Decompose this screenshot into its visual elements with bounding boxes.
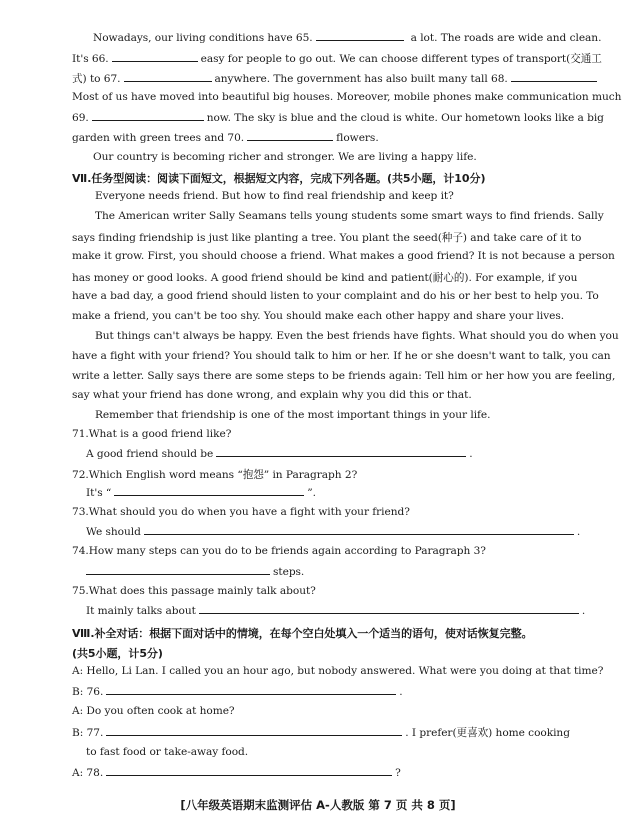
answer-73-blank[interactable] (144, 525, 574, 535)
dialogue-line: to fast food or take-away food. (86, 746, 249, 758)
question-74: 74.How many steps can you do to be friends again according to Paragraph 3? (72, 545, 486, 557)
dialogue-prefix: B: 77. (72, 727, 104, 739)
answer-74 (86, 565, 304, 578)
cloze-text: 式) to 67. (72, 73, 121, 85)
question-72: 72.Which English word means “抱怨” in Paragraph 2? (72, 469, 358, 481)
cloze-text: anywhere. The government has also built many tall 68. (214, 73, 508, 85)
dialogue-line-76 (72, 685, 403, 698)
dialogue-line: A: Do you often cook at home? (72, 705, 235, 717)
reading-paragraph-2-line: make a friend, you can't be too shy. You should make each other happy and share your lives. (72, 310, 565, 322)
dialogue-text: . I prefer(更喜欢) home cooking (405, 727, 570, 739)
answer-71-blank[interactable] (216, 447, 466, 457)
answer-75-blank[interactable] (199, 604, 579, 614)
blank-78[interactable] (106, 766, 392, 776)
blank-66[interactable] (112, 52, 198, 62)
answer-suffix: ”. (307, 487, 316, 499)
cloze-text: now. The sky is blue and the cloud is white. Our hometown looks like a big (206, 112, 604, 124)
blank-65[interactable] (316, 31, 404, 41)
reading-paragraph-2-line: have a bad day, a good friend should listen to your complaint and do his or her best to help you. To (72, 290, 599, 302)
reading-paragraph-3-line: write a letter. Sally says there are some steps to be friends again: Tell him or her how you are feeling, (72, 370, 616, 382)
answer-prefix: It mainly talks about (86, 605, 196, 617)
blank-76[interactable] (106, 685, 396, 695)
question-71: 71.What is a good friend like? (72, 428, 232, 440)
cloze-text: a lot. The roads are wide and clean. (410, 32, 602, 44)
reading-paragraph-2-line: has money or good looks. A good friend should be kind and patient(耐心的). For example, if you (72, 272, 578, 284)
dialogue-line-78 (72, 766, 401, 779)
section-8-heading: Ⅷ.补全对话：根据下面对话中的情境，在每个空白处填入一个适当的语句，使对话恢复完整。 (72, 627, 533, 640)
section-8-heading-score: (共5小题，计5分) (72, 647, 163, 660)
answer-prefix: It's “ (86, 487, 112, 499)
blank-77[interactable] (106, 726, 402, 736)
answer-period: . (469, 448, 473, 460)
cloze-text: easy for people to go out. We can choose different types of transport(交通工 (200, 53, 602, 65)
reading-paragraph-2-line: make it grow. First, you should choose a friend. What makes a good friend? It is not because a person (72, 250, 615, 262)
reading-paragraph-4: Remember that friendship is one of the most important things in your life. (95, 409, 491, 421)
reading-paragraph-2-line: says finding friendship is just like planting a tree. You plant the seed(种子) and take care of it to (72, 232, 582, 244)
dialogue-period: . (399, 686, 403, 698)
dialogue-prefix: B: 76. (72, 686, 104, 698)
question-73: 73.What should you do when you have a fight with your friend? (72, 506, 410, 518)
answer-period: . (581, 605, 586, 617)
reading-paragraph-2-line: The American writer Sally Seamans tells young students some smart ways to find friends. Sally (95, 210, 604, 222)
blank-70[interactable] (247, 131, 333, 141)
cloze-text: It's 66. (72, 53, 109, 65)
cloze-text: Nowadays, our living conditions have 65. (93, 32, 313, 44)
answer-prefix: A good friend should be (86, 448, 214, 460)
section-7-heading: Ⅶ.任务型阅读：阅读下面短文，根据短文内容，完成下列各题。(共5小题，计10分) (72, 172, 486, 185)
blank-67[interactable] (124, 72, 212, 82)
cloze-line-5 (72, 111, 604, 124)
cloze-text: flowers. (336, 132, 379, 144)
cloze-text: 69. (72, 112, 89, 124)
reading-paragraph-1: Everyone needs friend. But how to find real friendship and keep it? (95, 190, 454, 202)
dialogue-line: A: Hello, Li Lan. I called you an hour ago, but nobody answered. What were you doing at that time? (72, 665, 604, 677)
reading-paragraph-3-line: But things can't always be happy. Even the best friends have fights. What should you do when you (95, 330, 619, 342)
cloze-line-2 (72, 51, 602, 66)
answer-72 (86, 486, 316, 499)
answer-73 (86, 525, 580, 538)
dialogue-prefix: A: 78. (72, 767, 104, 779)
cloze-line-6 (72, 131, 379, 144)
answer-71 (86, 447, 473, 460)
reading-paragraph-3-line: say what your friend has done wrong, and explain why you did this or that. (72, 389, 472, 401)
answer-prefix: We should (86, 526, 141, 538)
dialogue-line-77 (72, 725, 570, 740)
cloze-text: garden with green trees and 70. (72, 132, 245, 144)
answer-period: . (576, 526, 581, 538)
answer-suffix: steps. (273, 566, 305, 578)
blank-68[interactable] (511, 72, 597, 82)
page-footer: [八年级英语期末监测评估 A-人教版 第 7 页 共 8 页] (180, 798, 456, 812)
question-75: 75.What does this passage mainly talk about? (72, 585, 316, 597)
answer-74-blank[interactable] (86, 565, 270, 575)
cloze-line-4: Most of us have moved into beautiful big houses. Moreover, mobile phones make communication much (72, 91, 622, 103)
answer-75 (86, 604, 585, 617)
cloze-line-3 (72, 71, 600, 86)
answer-72-blank[interactable] (114, 486, 304, 496)
reading-paragraph-3-line: have a fight with your friend? You should talk to him or her. If he or she doesn't want to talk, you can (72, 350, 611, 362)
blank-69[interactable] (92, 111, 204, 121)
cloze-line-1 (93, 31, 601, 44)
cloze-line-7: Our country is becoming richer and stronger. We are living a happy life. (93, 151, 477, 163)
dialogue-question-mark: ? (395, 767, 401, 779)
